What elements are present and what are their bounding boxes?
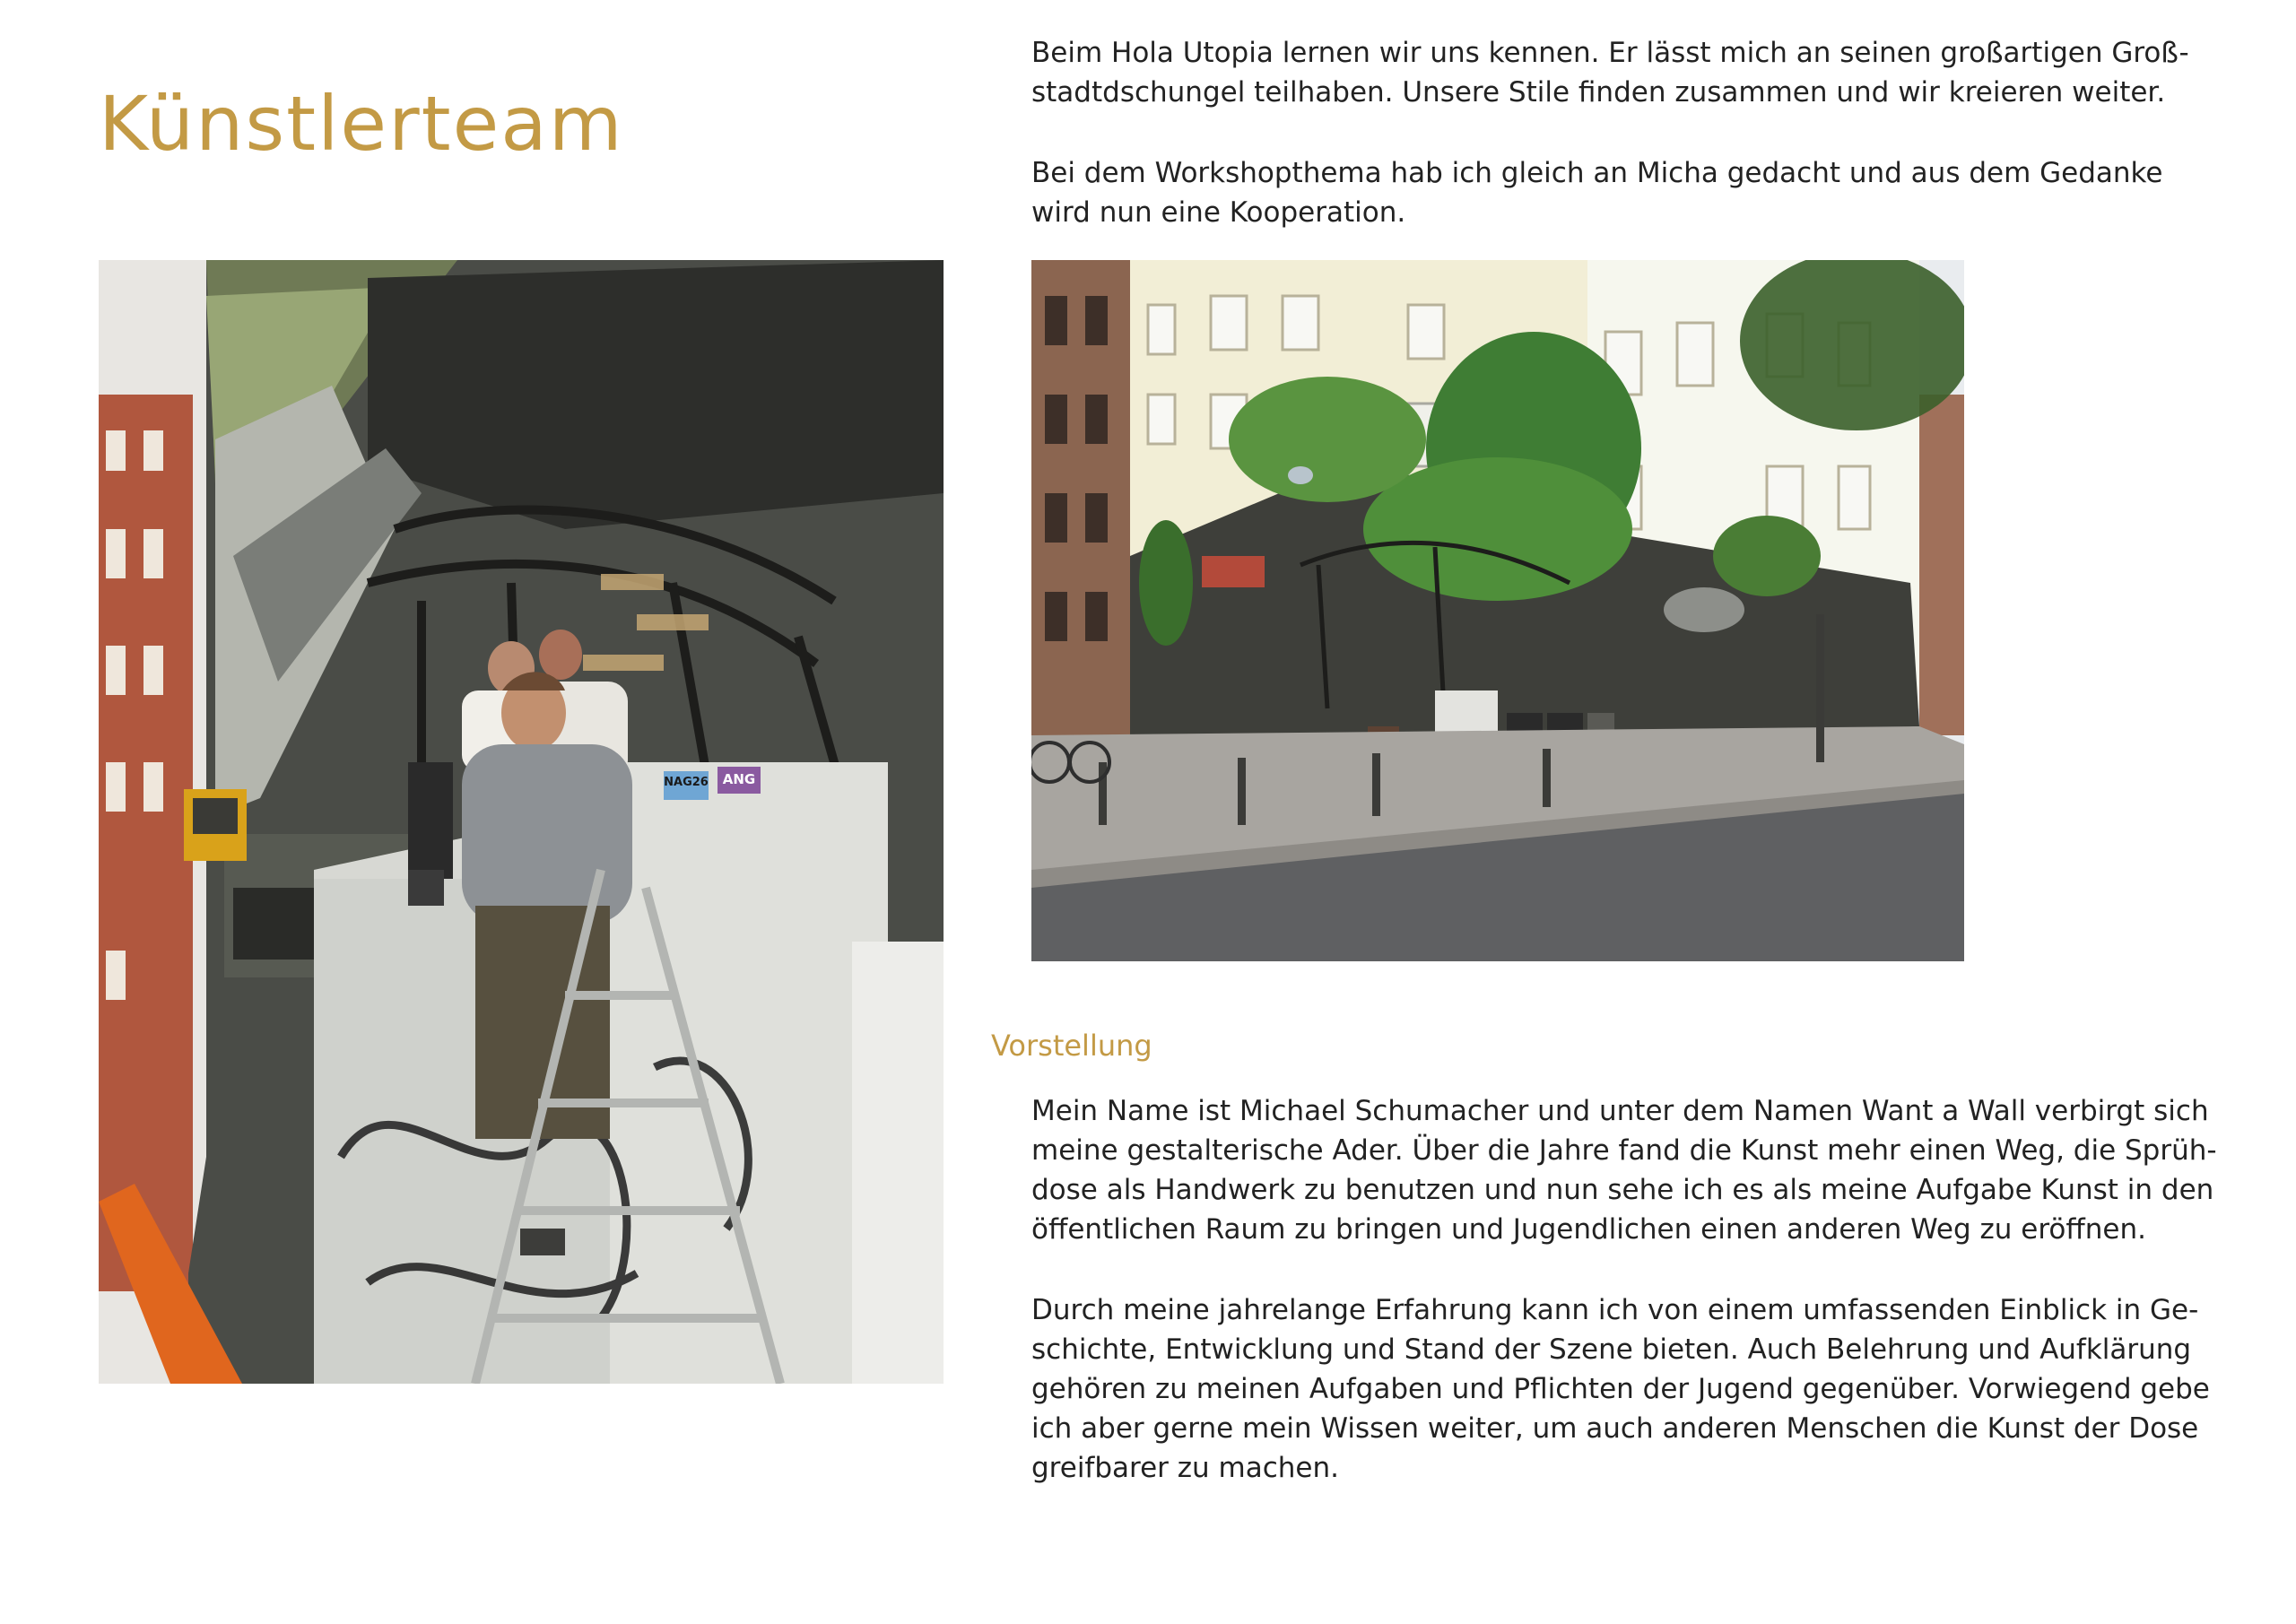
section-heading-vorstellung: Vorstellung [991, 1029, 1152, 1063]
text-line: gehören zu meinen Aufgaben und Pflichten der Jugend gegenüber. Vorwiegend gebe [1031, 1373, 2210, 1405]
street-mural-photo-graphic [1031, 260, 1964, 961]
artist-team-photo [99, 260, 944, 1384]
text-line: Bei dem Workshopthema hab ich gleich an Micha gedacht und aus dem Gedanke [1031, 157, 2163, 189]
text-line: öffentlichen Raum zu bringen und Jugendlichen einen anderen Weg zu eröffnen. [1031, 1213, 2146, 1246]
intro-paragraph-2 [1031, 153, 2197, 232]
sticker-label: ANG [722, 771, 756, 787]
intro-paragraph-1 [1031, 33, 2197, 112]
text-line: Durch meine jahrelange Erfahrung kann ich von einem umfassenden Einblick in Ge- [1031, 1294, 2199, 1326]
text-line: schichte, Entwicklung und Stand der Szene bieten. Auch Belehrung und Aufklärung [1031, 1333, 2192, 1366]
vorstellung-paragraph-2 [1031, 1290, 2210, 1488]
page-title: Künstlerteam [99, 80, 624, 168]
text-line: dose als Handwerk zu benutzen und nun sehe ich es als meine Aufgabe Kunst in den [1031, 1174, 2214, 1206]
text-line: wird nun eine Kooperation. [1031, 196, 1406, 229]
text-line: Beim Hola Utopia lernen wir uns kennen. Er lässt mich an seinen großartigen Groß- [1031, 37, 2189, 69]
text-line: meine gestalterische Ader. Über die Jahre fand die Kunst mehr einen Weg, die Sprüh- [1031, 1134, 2217, 1167]
artist-team-photo-graphic [99, 260, 944, 1384]
sticker-label: NAG26 [664, 776, 709, 789]
text-line: Mein Name ist Michael Schumacher und unter dem Namen Want a Wall verbirgt sich [1031, 1095, 2209, 1127]
street-mural-photo [1031, 260, 1964, 961]
vorstellung-paragraph-1 [1031, 1091, 2217, 1249]
text-line: greifbarer zu machen. [1031, 1452, 1339, 1484]
text-line: stadtdschungel teilhaben. Unsere Stile finden zusammen und wir kreieren weiter. [1031, 76, 2166, 109]
text-line: ich aber gerne mein Wissen weiter, um auch anderen Menschen die Kunst der Dose [1031, 1412, 2199, 1445]
